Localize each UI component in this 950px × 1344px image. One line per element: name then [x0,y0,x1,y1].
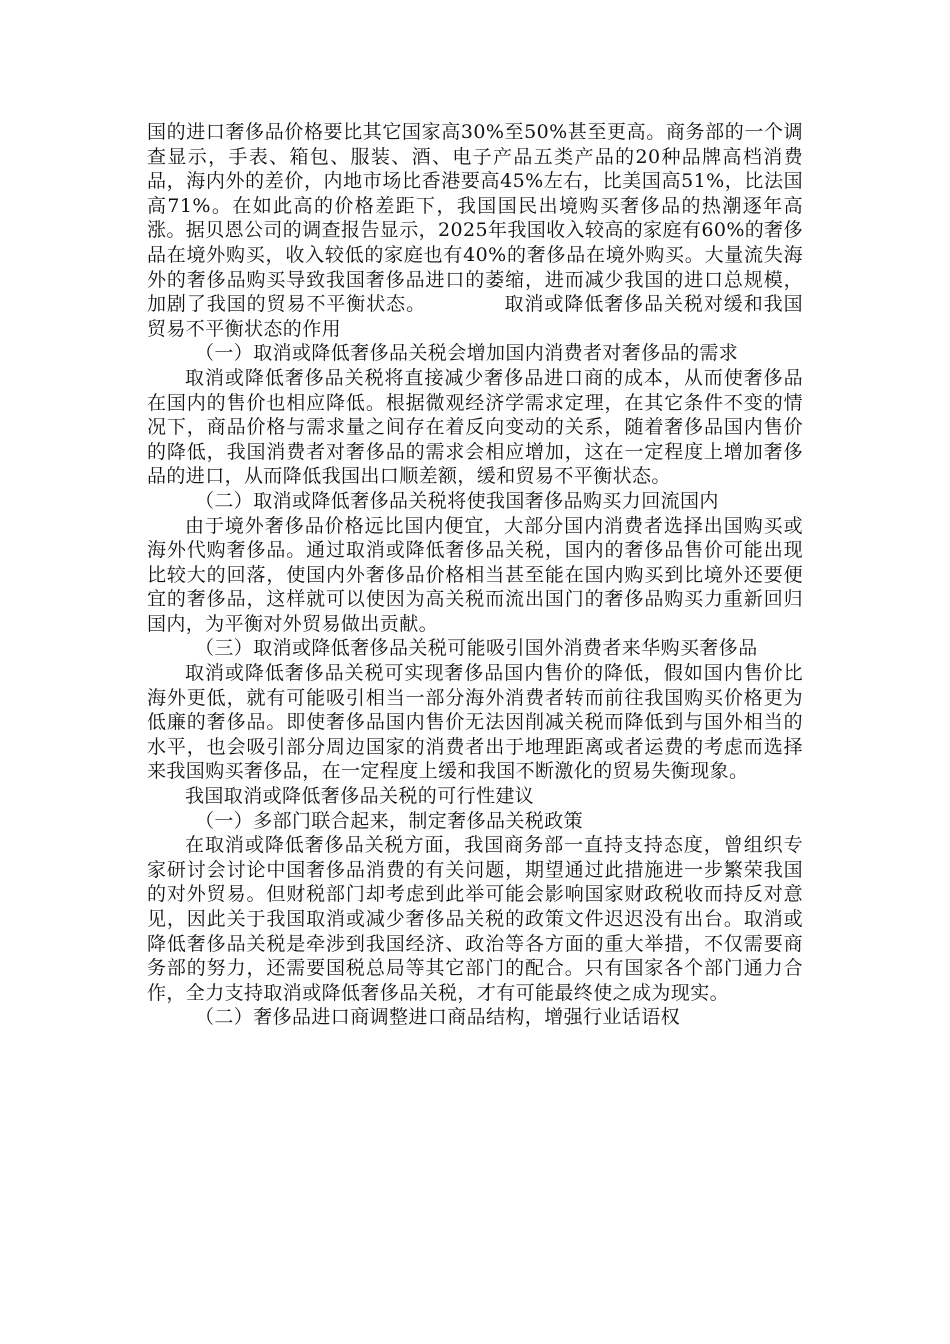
subheading-5: （二）奢侈品进口商调整进口商品结构，增强行业话语权 [195,1006,681,1029]
paragraph-2: 由于境外奢侈品价格远比国内便宜，大部分国内消费者选择出国购买或海外代购奢侈品。通过取消或降低奢侈品关税，国内的奢侈品售价可能出现比较大的回落，使国内外奢侈品价格相当甚至能在国内购买到比境外还要便宜的奢侈品，这样就可以使因为高关税而流出国门的奢侈品购买力重新回归国内，为平衡对外贸易做出贡献。 [147,514,803,635]
document-body [147,120,803,1030]
intro-text: 国的进口奢侈品价格要比其它国家高30%至50%甚至更高。商务部的一个调查显示，手表、箱包、服装、酒、电子产品五类产品的20种品牌高档消费品，海内外的差价，内地市场比香港要高45%左右，比美国高51%，比法国高71%。在如此高的价格差距下，我国国民出境购买奢侈品的热潮逐年高涨。据贝恩公司的调查报告显示，2025年我国收入较高的家庭有60%的奢侈品在境外购买，收入较低的家庭也有40%的奢侈品在境外购买。大量流失海外的奢侈品购买导致我国奢侈品进口的萎缩，进而减少我国的进口总规模，加剧了我国的贸易不平衡状态。 [147,121,803,316]
paragraph-1: 取消或降低奢侈品关税将直接减少奢侈品进口商的成本，从而使奢侈品在国内的售价也相应降低。根据微观经济学需求定理，在其它条件不变的情况下，商品价格与需求量之间存在着反向变动的关系，随着奢侈品国内售价的降低，我国消费者对奢侈品的需求会相应增加，这在一定程度上增加奢侈品的进口，从而降低我国出口顺差额，缓和贸易不平衡状态。 [147,366,803,488]
subheading-2: （二）取消或降低奢侈品关税将使我国奢侈品购买力回流国内 [195,489,719,512]
subheading-3: （三）取消或降低奢侈品关税可能吸引国外消费者来华购买奢侈品 [195,637,758,660]
intro-paragraph [147,120,803,341]
subheading-4: （一）多部门联合起来，制定奢侈品关税政策 [195,809,584,832]
paragraph-3: 取消或降低奢侈品关税可实现奢侈品国内售价的降低，假如国内售价比海外更低，就有可能吸引相当一部分海外消费者转而前往我国购买价格更为低廉的奢侈品。即使奢侈品国内售价无法因削减关税而降低到与国外相当的水平，也会吸引部分周边国家的消费者出于地理距离或者运费的考虑而选择来我国购买奢侈品，在一定程度上缓和我国不断激化的贸易失衡现象。 [147,662,803,783]
paragraph-4: 在取消或降低奢侈品关税方面，我国商务部一直持支持态度，曾组织专家研讨会讨论中国奢侈品消费的有关问题，期望通过此措施进一步繁荣我国的对外贸易。但财税部门却考虑到此举可能会影响国家财政税收而持反对意见，因此关于我国取消或减少奢侈品关税的政策文件迟迟没有出台。取消或降低奢侈品关税是牵涉到我国经济、政治等各方面的重大举措，不仅需要商务部的努力，还需要国税总局等其它部门的配合。只有国家各个部门通力合作，全力支持取消或降低奢侈品关税，才有可能最终使之成为现实。 [147,834,803,1004]
section-title-suggestions: 我国取消或降低奢侈品关税的可行性建议 [185,785,535,808]
subheading-1: （一）取消或降低奢侈品关税会增加国内消费者对奢侈品的需求 [195,342,739,365]
section-title-effects: 取消或降低奢侈品关税对缓和我国贸易不平衡状态的作用 [147,293,803,340]
